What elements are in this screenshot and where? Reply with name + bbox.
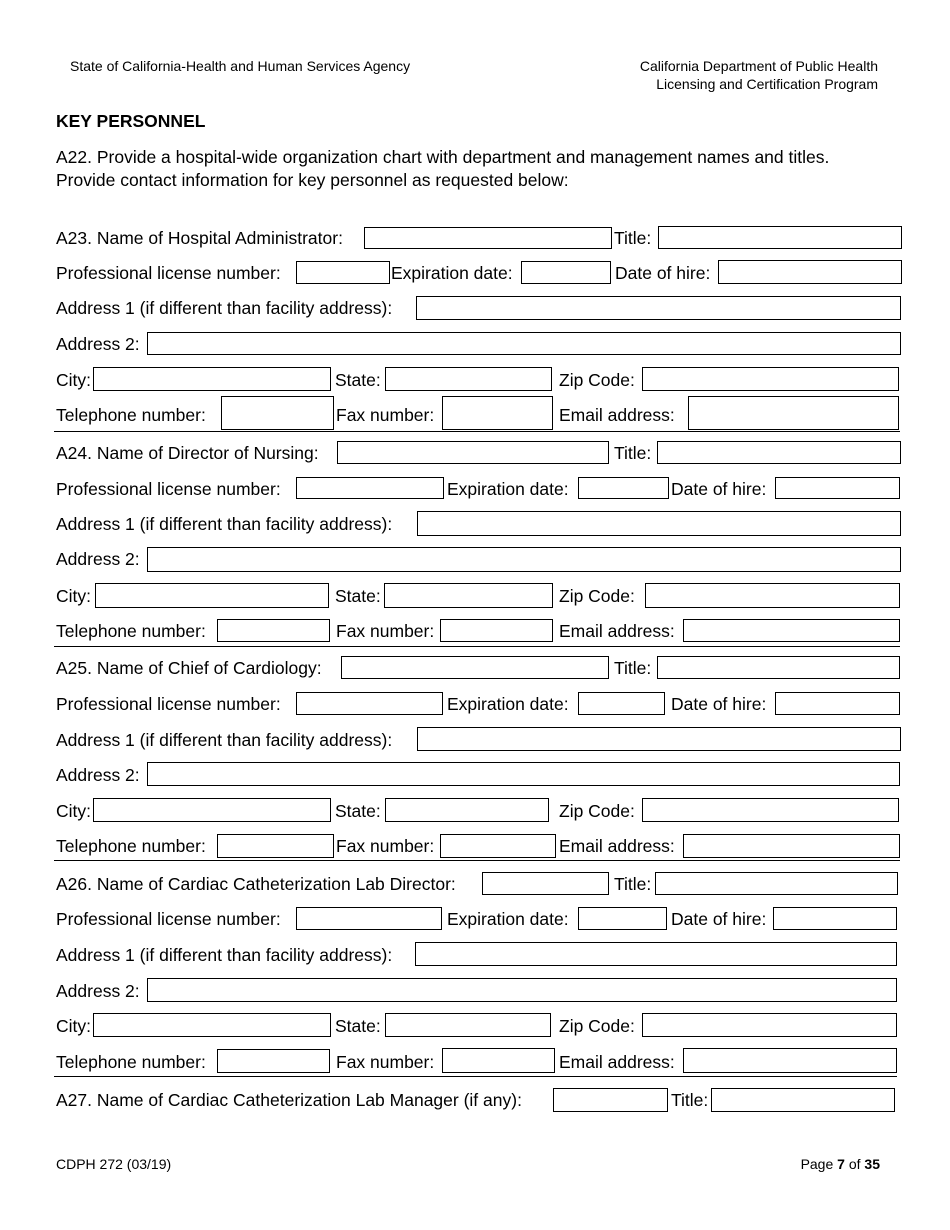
a24-hire-field[interactable]	[775, 477, 900, 499]
a24-address1-label: Address 1 (if different than facility address):	[56, 514, 393, 534]
a23-address1-label: Address 1 (if different than facility address):	[56, 298, 393, 318]
a25-city-field[interactable]	[93, 798, 331, 822]
a23-name-label: A23. Name of Hospital Administrator:	[56, 228, 343, 248]
department-header	[640, 57, 878, 93]
a24-title-label: Title:	[614, 443, 652, 463]
a27-title-field[interactable]	[711, 1088, 895, 1112]
section-title: KEY PERSONNEL	[56, 111, 206, 131]
a24-license-label: Professional license number:	[56, 479, 281, 499]
a26-expiration-field[interactable]	[578, 907, 667, 930]
a23-name-field[interactable]	[364, 227, 612, 249]
a26-telephone-field[interactable]	[217, 1049, 330, 1073]
a25-telephone-label: Telephone number:	[56, 836, 206, 856]
a26-state-field[interactable]	[385, 1013, 551, 1037]
a26-title-field[interactable]	[655, 872, 898, 895]
a25-telephone-field[interactable]	[217, 834, 334, 858]
a26-license-field[interactable]	[296, 907, 442, 930]
a23-email-field[interactable]	[688, 396, 899, 430]
a24-email-field[interactable]	[683, 619, 900, 642]
a23-state-label: State:	[335, 370, 381, 390]
agency-header: State of California-Health and Human Services Agency	[70, 58, 411, 74]
program-name: Licensing and Certification Program	[656, 76, 878, 92]
a24-address2-label: Address 2:	[56, 549, 140, 569]
a26-license-label: Professional license number:	[56, 909, 281, 929]
intro-text	[56, 146, 829, 192]
a23-address1-field[interactable]	[416, 296, 901, 320]
a25-address1-field[interactable]	[417, 727, 901, 751]
a24-zip-field[interactable]	[645, 583, 900, 608]
a25-expiration-label: Expiration date:	[447, 694, 569, 714]
a24-city-label: City:	[56, 586, 91, 606]
a26-zip-label: Zip Code:	[559, 1016, 635, 1036]
a24-telephone-field[interactable]	[217, 619, 330, 642]
a25-name-label: A25. Name of Chief of Cardiology:	[56, 658, 322, 678]
a26-address2-label: Address 2:	[56, 981, 140, 1001]
a26-city-label: City:	[56, 1016, 91, 1036]
a24-hire-label: Date of hire:	[671, 479, 767, 499]
a23-license-field[interactable]	[296, 261, 390, 284]
a25-hire-field[interactable]	[775, 692, 900, 715]
a25-address2-field[interactable]	[147, 762, 900, 786]
a24-fax-label: Fax number:	[336, 621, 435, 641]
a23-hire-label: Date of hire:	[615, 263, 711, 283]
a26-hire-label: Date of hire:	[671, 909, 767, 929]
a23-title-field[interactable]	[658, 226, 902, 249]
a26-title-label: Title:	[614, 874, 652, 894]
a23-telephone-label: Telephone number:	[56, 405, 206, 425]
section-divider	[54, 1076, 897, 1077]
page-total: 35	[864, 1156, 880, 1172]
a26-address1-label: Address 1 (if different than facility address):	[56, 945, 393, 965]
a25-zip-label: Zip Code:	[559, 801, 635, 821]
a25-city-label: City:	[56, 801, 91, 821]
a25-title-label: Title:	[614, 658, 652, 678]
section-divider	[54, 860, 900, 861]
a25-license-label: Professional license number:	[56, 694, 281, 714]
page-prefix: Page	[800, 1156, 838, 1172]
a26-email-field[interactable]	[683, 1048, 897, 1073]
a26-fax-label: Fax number:	[336, 1052, 435, 1072]
a23-address2-label: Address 2:	[56, 334, 140, 354]
a27-name-field[interactable]	[553, 1088, 668, 1112]
page-number	[801, 1156, 880, 1172]
a25-expiration-field[interactable]	[578, 692, 665, 715]
a26-fax-field[interactable]	[442, 1048, 555, 1073]
a25-fax-field[interactable]	[440, 834, 556, 858]
a23-city-label: City:	[56, 370, 91, 390]
a26-name-field[interactable]	[482, 872, 609, 895]
a26-city-field[interactable]	[93, 1013, 331, 1037]
a23-address2-field[interactable]	[147, 332, 901, 355]
a24-address2-field[interactable]	[147, 547, 901, 572]
a25-hire-label: Date of hire:	[671, 694, 767, 714]
a24-license-field[interactable]	[296, 477, 444, 499]
section-divider	[54, 431, 900, 432]
a23-fax-label: Fax number:	[336, 405, 435, 425]
a24-expiration-field[interactable]	[578, 477, 669, 499]
a24-email-label: Email address:	[559, 621, 675, 641]
a25-state-field[interactable]	[385, 798, 549, 822]
a23-title-label: Title:	[614, 228, 652, 248]
a24-title-field[interactable]	[657, 441, 901, 464]
a26-state-label: State:	[335, 1016, 381, 1036]
intro-line-2: Provide contact information for key personnel as requested below:	[56, 170, 569, 190]
a23-city-field[interactable]	[93, 367, 331, 391]
a24-fax-field[interactable]	[440, 619, 553, 642]
a23-hire-field[interactable]	[718, 260, 902, 284]
a27-title-label: Title:	[671, 1090, 709, 1110]
a25-zip-field[interactable]	[642, 798, 899, 822]
a24-state-label: State:	[335, 586, 381, 606]
a23-state-field[interactable]	[385, 367, 552, 391]
a26-hire-field[interactable]	[773, 907, 897, 930]
a24-expiration-label: Expiration date:	[447, 479, 569, 499]
a25-email-label: Email address:	[559, 836, 675, 856]
a27-name-label: A27. Name of Cardiac Catheterization Lab Manager (if any):	[56, 1090, 522, 1110]
a23-telephone-field[interactable]	[221, 396, 334, 430]
a25-email-field[interactable]	[683, 834, 900, 858]
a23-fax-field[interactable]	[442, 396, 553, 430]
a23-zip-label: Zip Code:	[559, 370, 635, 390]
a25-license-field[interactable]	[296, 692, 443, 715]
a26-telephone-label: Telephone number:	[56, 1052, 206, 1072]
form-id: CDPH 272 (03/19)	[56, 1156, 172, 1172]
a25-name-field[interactable]	[341, 656, 609, 679]
intro-line-1: A22. Provide a hospital-wide organization chart with department and management names and titles.	[56, 147, 830, 167]
a26-expiration-label: Expiration date:	[447, 909, 569, 929]
page-of: of	[844, 1156, 865, 1172]
a25-address1-label: Address 1 (if different than facility address):	[56, 730, 393, 750]
a24-telephone-label: Telephone number:	[56, 621, 206, 641]
page-current: 7	[837, 1156, 845, 1172]
a24-name-field[interactable]	[337, 441, 609, 464]
a23-expiration-field[interactable]	[521, 261, 611, 284]
section-divider	[54, 646, 900, 647]
a26-address2-field[interactable]	[147, 978, 897, 1002]
a24-name-label: A24. Name of Director of Nursing:	[56, 443, 319, 463]
a25-address2-label: Address 2:	[56, 765, 140, 785]
a23-zip-field[interactable]	[642, 367, 899, 391]
a25-fax-label: Fax number:	[336, 836, 435, 856]
a25-title-field[interactable]	[657, 656, 900, 679]
a24-address1-field[interactable]	[417, 511, 901, 536]
a24-state-field[interactable]	[384, 583, 553, 608]
a26-zip-field[interactable]	[642, 1013, 897, 1037]
a24-city-field[interactable]	[95, 583, 329, 608]
department-name: California Department of Public Health	[639, 58, 878, 74]
a23-expiration-label: Expiration date:	[391, 263, 513, 283]
a23-email-label: Email address:	[559, 405, 675, 425]
a26-email-label: Email address:	[559, 1052, 675, 1072]
a26-address1-field[interactable]	[415, 942, 897, 966]
a26-name-label: A26. Name of Cardiac Catheterization Lab Director:	[56, 874, 456, 894]
a23-license-label: Professional license number:	[56, 263, 281, 283]
a24-zip-label: Zip Code:	[559, 586, 635, 606]
a25-state-label: State:	[335, 801, 381, 821]
